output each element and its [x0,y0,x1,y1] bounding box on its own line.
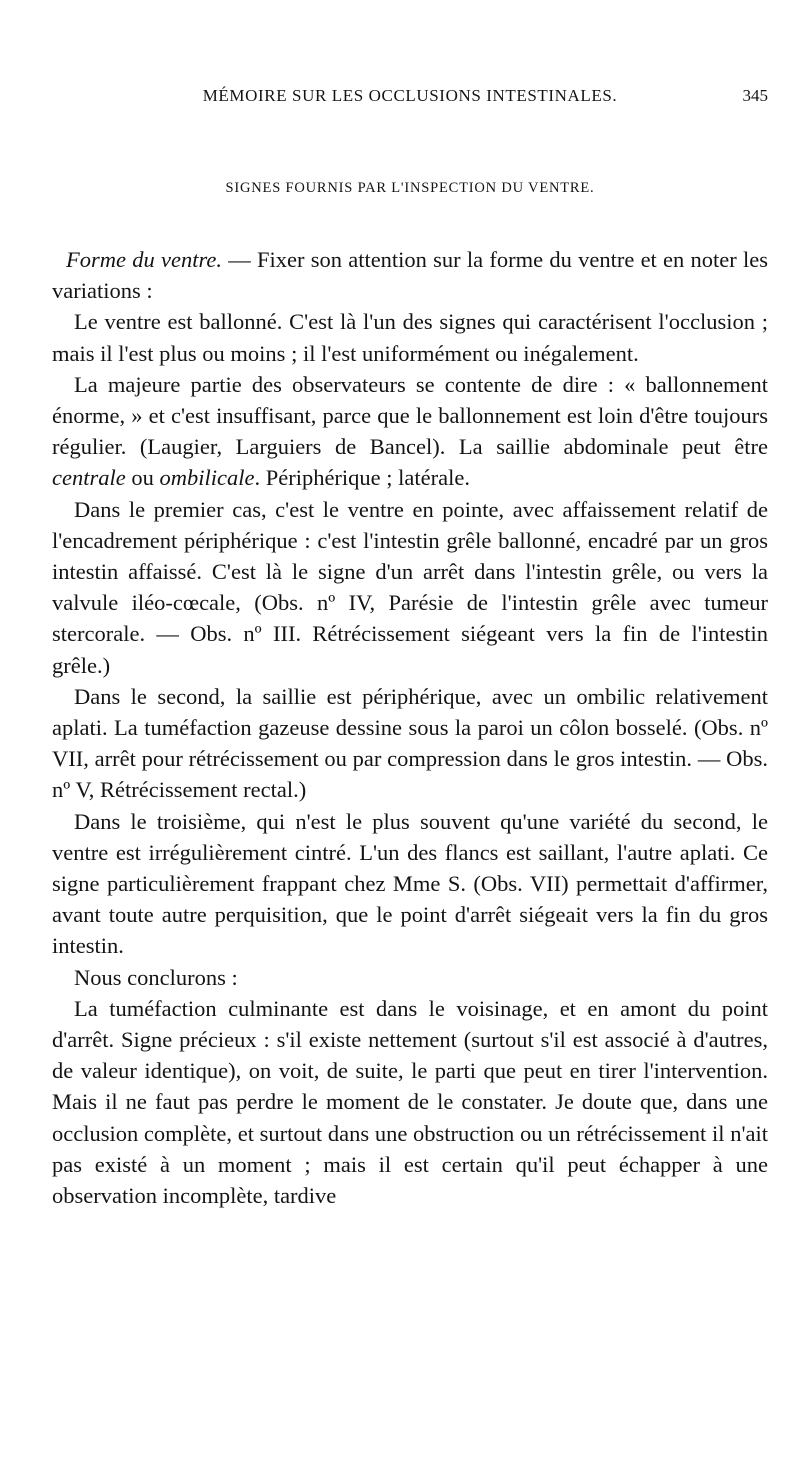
paragraph-ventre-ballonne: Le ventre est ballonné. C'est là l'un des signes qui caractérisent l'occlusion ; mais il l'est plus ou moins ; il l'est uniformément ou inégalement. [52,309,768,366]
paragraph-lead-italic: Forme du ventre. [66,247,222,272]
body-text [52,244,768,1211]
italic-term-centrale: centrale [52,465,126,491]
paragraph-text: — Fixer son attention sur la forme du ventre et en noter les variations : [52,247,768,304]
paragraph-tumefaction: La tuméfaction culminante est dans le voisinage, et en amont du point d'arrêt. Signe précieux : s'il existe nettement (surtout s'il est associé à d'autres, de valeur identique), on voit, de suite, le parti que peut en tirer l'intervention. Mais il ne faut pas perdre le moment de le constater. Je doute que, dans une occlusion complète, et surtout dans une obstruction ou un rétrécissement il n'ait pas existé à un moment ; mais il est certain qu'il peut échapper à une observation incomplète, tardive [52,995,768,1209]
paragraph-premier-cas: Dans le premier cas, c'est le ventre en pointe, avec affaissement relatif de l'encadrement périphérique : c'est l'intestin grêle ballonné, encadré par un gros intestin affaissé. C'est là le signe d'un arrêt dans l'intestin grêle, ou vers la valvule iléo-cœcale, (Obs. nº IV, Parésie de l'intestin grêle avec tumeur stercorale. — Obs. nº III. Rétrécissement siégeant vers la fin de l'intestin grêle.) [52,496,768,678]
paragraph-troisieme-cas: Dans le troisième, qui n'est le plus souvent qu'une variété du second, le ventre est irrégulièrement cintré. L'un des flancs est saillant, l'autre aplati. Ce signe particulièrement frappant chez Mme S. (Obs. VII) permettait d'affirmer, avant toute autre perquisition, que le point d'arrêt siégeait vers la fin du gros intestin. [52,808,768,959]
paragraph-second-cas: Dans le second, la saillie est périphérique, avec un ombilic relativement aplati. La tuméfaction gazeuse dessine sous la paroi un côlon bosselé. (Obs. nº VII, arrêt pour rétrécissement ou par compression dans le gros intestin. — Obs. nº V, Rétrécissement rectal.) [52,683,768,803]
paragraph-observateurs [52,369,768,494]
running-head [52,86,768,108]
paragraph-text: La majeure partie des observateurs se contente de dire : « ballonnement énorme, » et c'est insuffisant, parce que le ballonnement est loin d'être toujours régulier. (Laugier, Larguiers de Bancel). La saillie abdominale peut être [52,371,768,460]
paragraph-forme-du-ventre [52,244,768,306]
italic-term-ombilicale: ombilicale [159,465,255,491]
paragraph-text: . Périphérique ; latérale. [254,465,470,491]
page-number: 345 [742,86,768,105]
running-title: MÉMOIRE SUR LES OCCLUSIONS INTESTINALES. [202,86,618,105]
paragraph-text: ou [125,465,160,491]
section-heading: SIGNES FOURNIS PAR L'INSPECTION DU VENTRE. [225,180,595,196]
paragraph-conclusion-lead: Nous conclurons : [74,964,238,990]
